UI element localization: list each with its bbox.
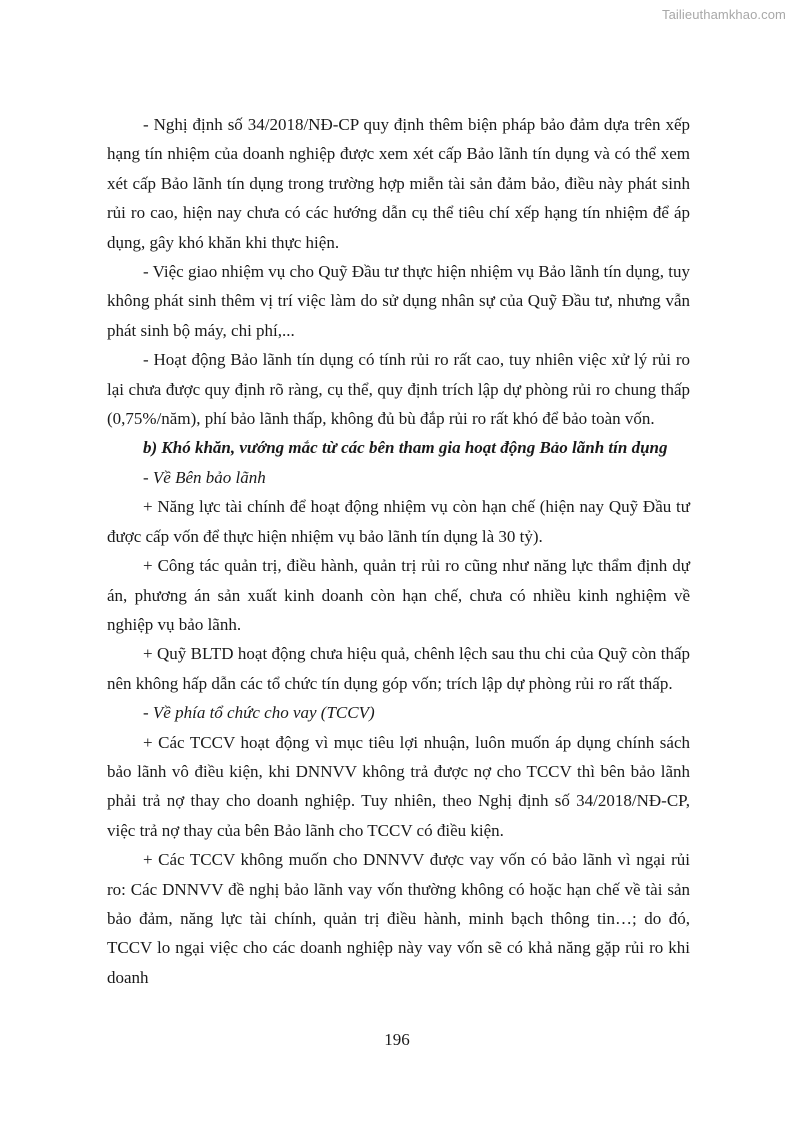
paragraph-profit-motive: + Các TCCV hoạt động vì mục tiêu lợi nhuận, luôn muốn áp dụng chính sách bảo lãnh vô điều kiện, khi DNNVV không trả được nợ cho TCCV thì bên bảo lãnh phải trả nợ thay cho doanh nghiệp. Tuy nhiên, theo Nghị định số 34/2018/NĐ-CP, việc trả nợ thay của bên Bảo lãnh cho TCCV có điều kiện.: [107, 732, 690, 840]
subheading-lending-institutions: - Về phía tổ chức cho vay (TCCV): [143, 703, 375, 723]
subheading-guarantor: - Về Bên bảo lãnh: [143, 467, 266, 487]
section-heading-difficulties: b) Khó khăn, vướng mắc từ các bên tham gia hoạt động Bảo lãnh tín dụng: [143, 438, 668, 458]
paragraph-risk-handling: - Hoạt động Bảo lãnh tín dụng có tính rủi ro rất cao, tuy nhiên việc xử lý rủi ro lại chưa được quy định rõ ràng, cụ thể, quy định trích lập dự phòng rủi ro chung thấp (0,75%/năm), phí bảo lãnh thấp, không đủ bù đắp rủi ro rất khó để bảo toàn vốn.: [107, 350, 690, 429]
paragraph-fund-efficiency: + Quỹ BLTD hoạt động chưa hiệu quả, chênh lệch sau thu chi của Quỹ còn thấp nên không hấp dẫn các tổ chức tín dụng góp vốn; trích lập dự phòng rủi ro rất thấp.: [107, 644, 690, 693]
watermark-text: Tailieuthamkhao.com: [661, 7, 786, 22]
paragraph-risk-aversion: + Các TCCV không muốn cho DNNVV được vay vốn có bảo lãnh vì ngại rủi ro: Các DNNVV đề nghị bảo lãnh vay vốn thường không có hoặc hạn chế về tài sản bảo đảm, năng lực tài chính, quản trị điều hành, minh bạch thông tin…; do đó, TCCV lo ngại việc cho các doanh nghiệp này vay vốn sẽ có khả năng gặp rủi ro khi doanh: [107, 850, 690, 987]
paragraph-governance: + Công tác quản trị, điều hành, quản trị rủi ro cũng như năng lực thẩm định dự án, phương án sản xuất kinh doanh còn hạn chế, chưa có nhiều kinh nghiệm về nghiệp vụ bảo lãnh.: [107, 556, 690, 634]
paragraph-decree-34-credit-rating: - Nghị định số 34/2018/NĐ-CP quy định thêm biện pháp bảo đảm dựa trên xếp hạng tín nhiệm của doanh nghiệp được xem xét cấp Bảo lãnh tín dụng và có thể xem xét cấp Bảo lãnh tín dụng trong trường hợp miễn tài sản đảm bảo, điều này phát sinh rủi ro cao, hiện nay chưa có các hướng dẫn cụ thể tiêu chí xếp hạng tín nhiệm để áp dụng, gây khó khăn khi thực hiện.: [107, 115, 690, 252]
paragraph-financial-capacity: + Năng lực tài chính để hoạt động nhiệm vụ còn hạn chế (hiện nay Quỹ Đầu tư được cấp vốn để thực hiện nhiệm vụ bảo lãnh tín dụng là 30 tỷ).: [107, 497, 690, 546]
page-body: [107, 110, 690, 992]
page-number: 196: [384, 1030, 410, 1049]
paragraph-investment-fund-assignment: - Việc giao nhiệm vụ cho Quỹ Đầu tư thực hiện nhiệm vụ Bảo lãnh tín dụng, tuy không phát sinh thêm vị trí việc làm do sử dụng nhân sự của Quỹ Đầu tư, nhưng vẫn phát sinh bộ máy, chi phí,...: [107, 262, 690, 340]
